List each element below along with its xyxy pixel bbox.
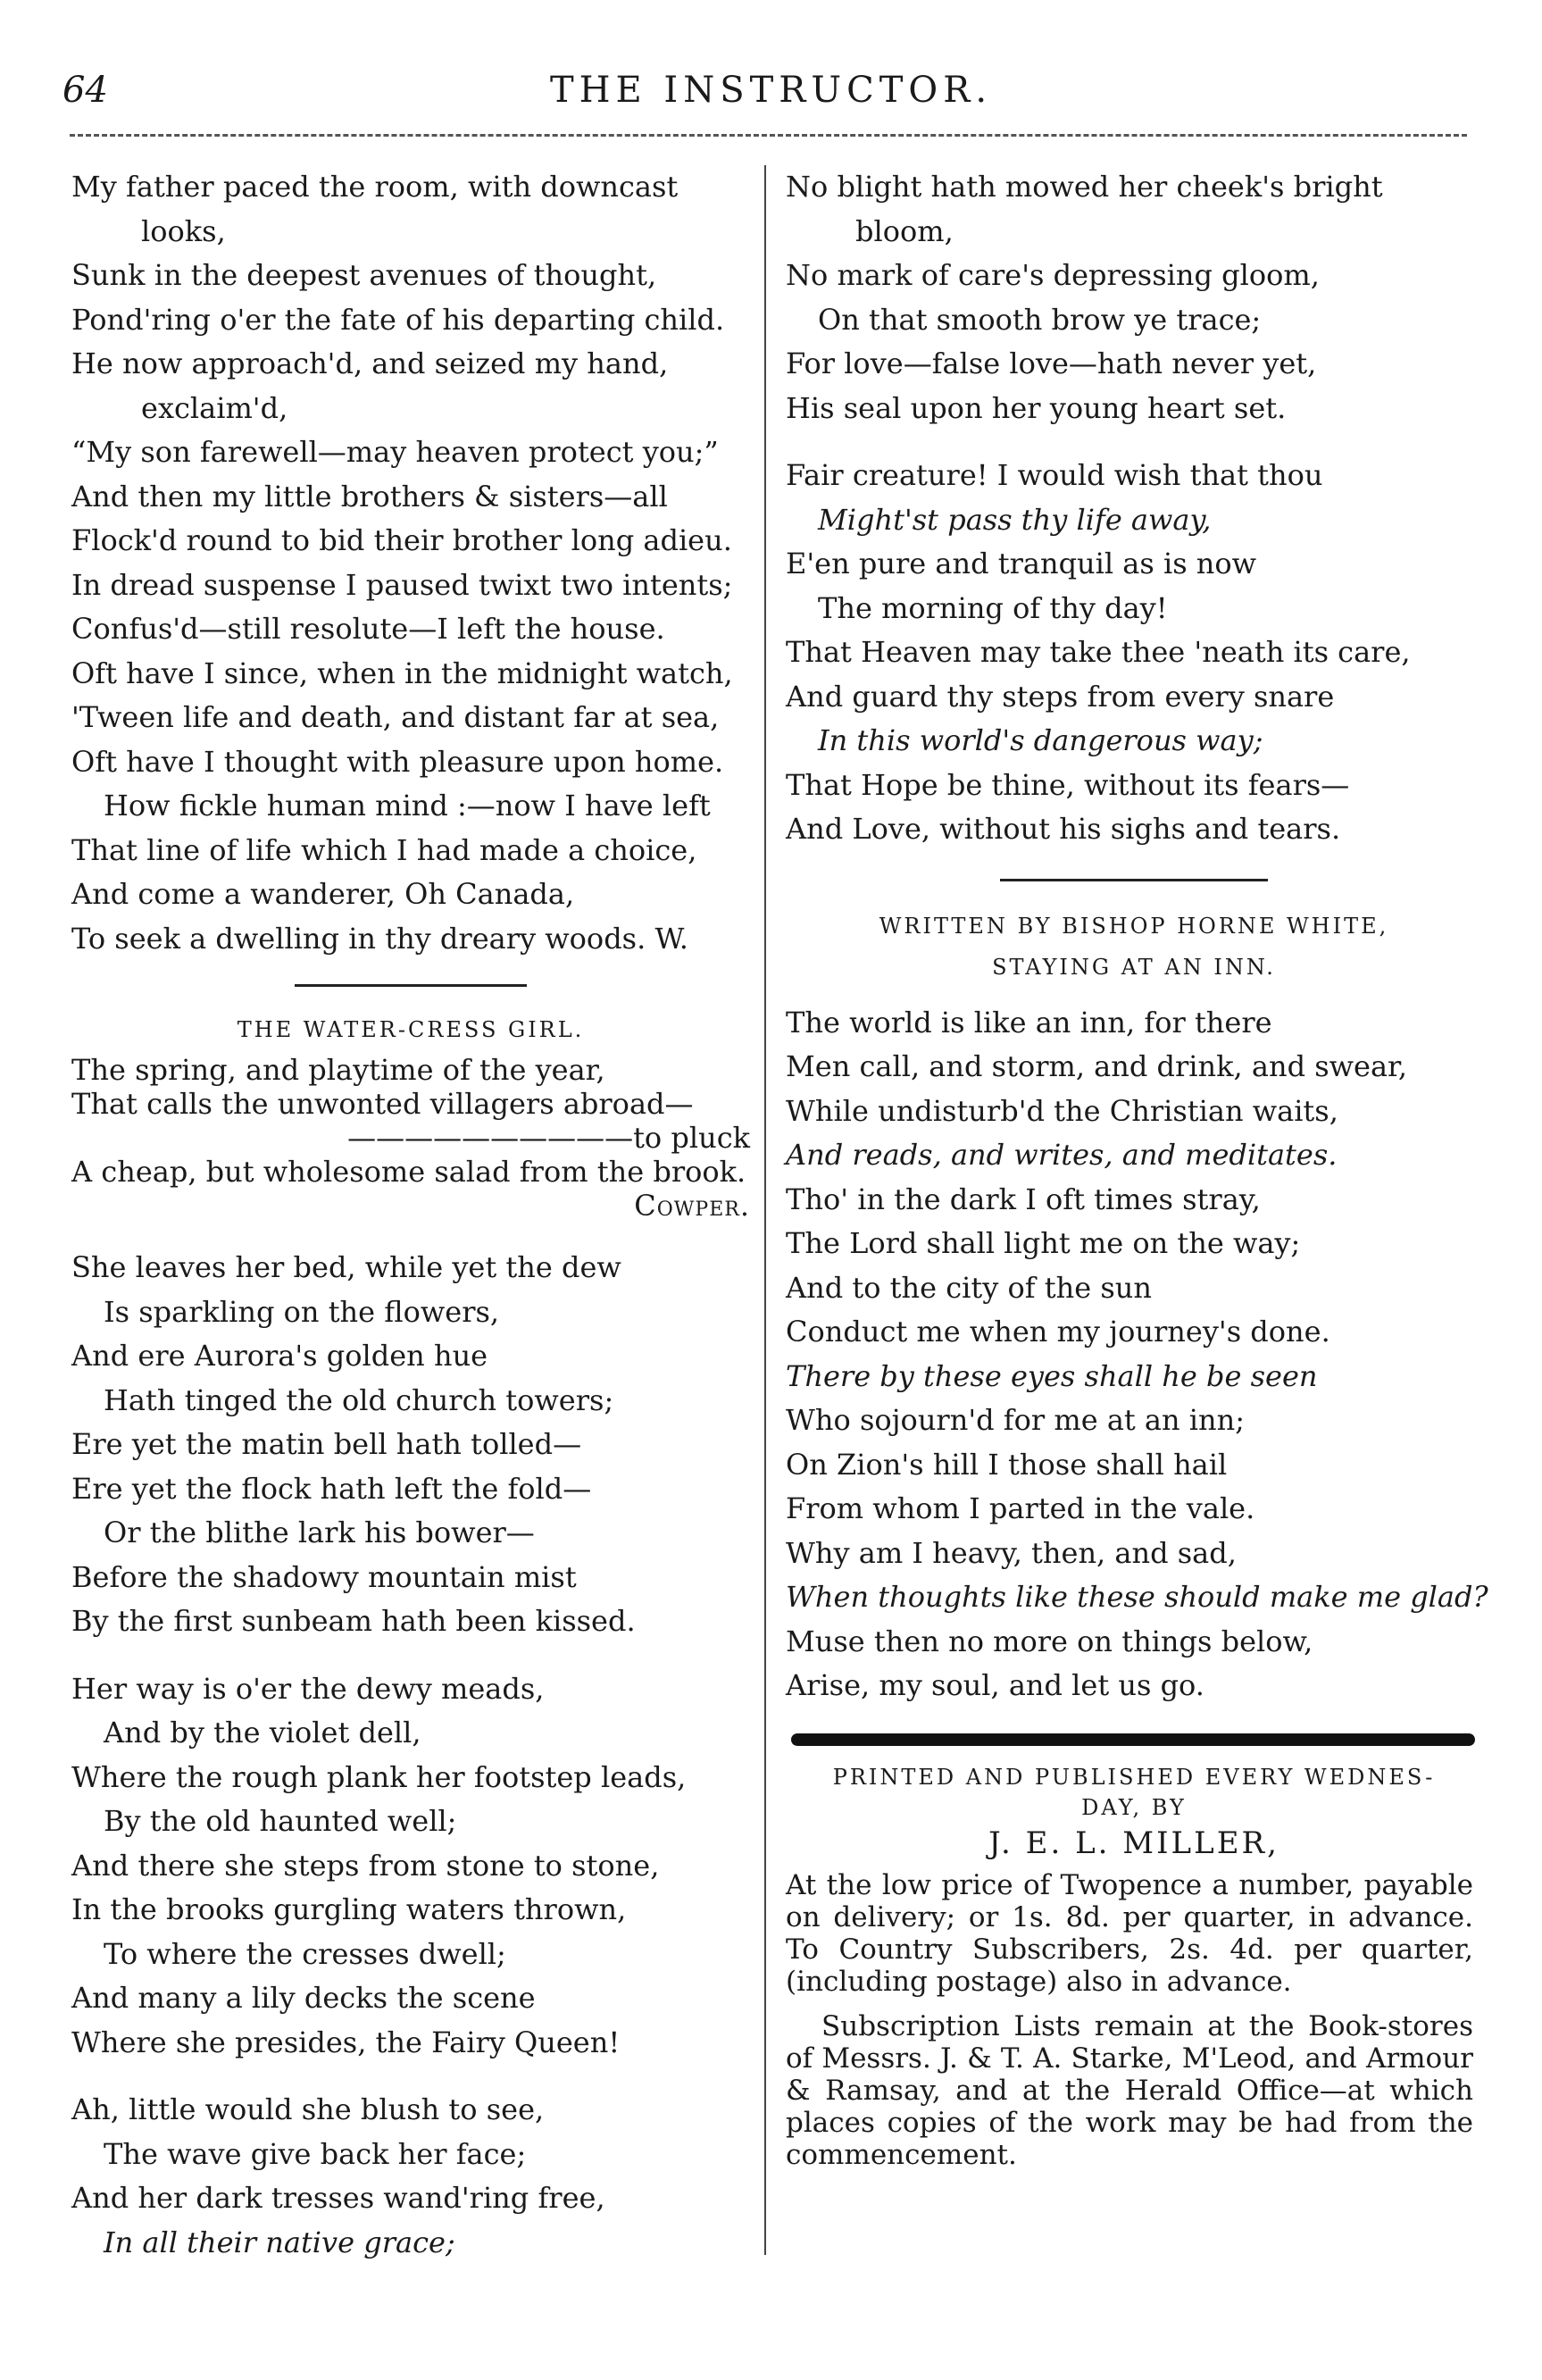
verse-line: And by the violet dell, — [104, 1716, 421, 1750]
subscription-paragraph: Subscription Lists remain at the Book-stores of Messrs. J. & T. A. Starke, M'Leod, and Armour & Ramsay, and at the Herald Office—at which places copies of the work may be had from the commencement. — [786, 2009, 1473, 2171]
verse-line: She leaves her bed, while yet the dew — [71, 1250, 621, 1284]
verse-line: The morning of thy day! — [818, 590, 1168, 625]
verse-line: The Lord shall light me on the way; — [786, 1226, 1301, 1260]
verse-line: And guard thy steps from every snare — [786, 679, 1335, 714]
imprint-rule — [791, 1733, 1475, 1746]
verse-line: Oft have I since, when in the midnight watch, — [71, 656, 733, 690]
epigraph-line: A cheap, but wholesome salad from the brook. — [71, 1155, 746, 1189]
verse-line: Or the blithe lark his bower— — [104, 1516, 535, 1549]
verse-line: exclaim'd, — [141, 390, 288, 425]
verse-line: Arise, my soul, and let us go. — [786, 1668, 1204, 1702]
epigraph-line: That calls the unwonted villagers abroad— — [71, 1087, 694, 1121]
verse-line: E'en pure and tranquil as is now — [786, 547, 1257, 580]
verse-line: And to the city of the sun — [786, 1270, 1153, 1305]
verse-line: When thoughts like these should make me glad? — [786, 1580, 1488, 1614]
verse-line: And many a lily decks the scene — [71, 1981, 536, 2015]
verse-line: From whom I parted in the vale. — [786, 1491, 1255, 1525]
stanza-gap — [71, 1223, 750, 1246]
verse-line: And her dark tresses wand'ring free, — [71, 2181, 605, 2215]
verse-line: He now approach'd, and seized my hand, — [71, 347, 669, 380]
imprint — [786, 1762, 1482, 2171]
verse-line: And reads, and writes, and meditates. — [786, 1138, 1338, 1172]
verse-line: Flock'd round to bid their brother long adieu. — [71, 523, 732, 557]
verse-line: Hath tinged the old church towers; — [104, 1382, 614, 1417]
poem — [786, 1001, 1488, 1708]
poem-title: WRITTEN BY BISHOP HORNE WHITE, — [879, 913, 1389, 939]
verse-line: By the old haunted well; — [104, 1804, 457, 1838]
price-paragraph: At the low price of Twopence a number, payable on delivery; or 1s. 8d. per quarter, in advance. To Country Subscribers, 2s. 4d. per quarter, (including postage) also in advance. — [786, 1868, 1473, 1998]
poem-title: THE WATER-CRESS GIRL. — [237, 1017, 585, 1042]
epigraph — [71, 1053, 750, 1223]
verse-line: Where she presides, the Fairy Queen! — [71, 2025, 621, 2059]
verse-line: The wave give back her face; — [104, 2136, 527, 2171]
epigraph-attribution: Cowper. — [634, 1189, 750, 1223]
verse-line: There by these eyes shall he be seen — [786, 1358, 1318, 1393]
verse-line: That Heaven may take thee 'neath its care, — [786, 635, 1411, 669]
right-column — [786, 165, 1488, 2171]
verse-line: His seal upon her young heart set. — [786, 390, 1287, 425]
verse-line: And then my little brothers & sisters—all — [71, 479, 668, 514]
verse-line: Her way is o'er the dewy meads, — [71, 1671, 545, 1706]
running-title: THE INSTRUCTOR. — [549, 70, 993, 111]
verse-line: And Love, without his sighs and tears. — [786, 812, 1341, 846]
verse-line: Fair creature! I would wish that thou — [786, 458, 1323, 492]
verse-line: Who sojourn'd for me at an inn; — [786, 1403, 1246, 1437]
header-rule — [70, 134, 1467, 137]
verse-line: bloom, — [855, 213, 954, 248]
publisher-name: J. E. L. MILLER, — [988, 1825, 1279, 1861]
section-rule — [295, 984, 527, 987]
epigraph-line: The spring, and playtime of the year, — [71, 1053, 605, 1087]
imprint-heading: DAY, BY — [1081, 1794, 1187, 1820]
verse-line: To seek a dwelling in thy dreary woods. W. — [71, 921, 688, 956]
verse-line: Why am I heavy, then, and sad, — [786, 1535, 1237, 1570]
verse-line: Sunk in the deepest avenues of thought, — [71, 258, 657, 292]
column-divider — [764, 165, 766, 2255]
verse-line: Oft have I thought with pleasure upon home. — [71, 744, 724, 779]
verse-line: looks, — [141, 213, 226, 248]
verse-line: That line of life which I had made a choice, — [71, 832, 697, 867]
stanza-gap — [71, 1644, 750, 1667]
verse-line: 'Tween life and death, and distant far at sea, — [71, 700, 720, 734]
verse-line: For love—false love—hath never yet, — [786, 347, 1317, 380]
poem-subtitle: STAYING AT AN INN. — [992, 954, 1276, 980]
verse-line: Muse then no more on things below, — [786, 1624, 1313, 1658]
verse-line: Pond'ring o'er the fate of his departing child. — [71, 302, 725, 337]
verse-line: No blight hath mowed her cheek's bright — [786, 170, 1383, 204]
verse-line: In this world's dangerous way; — [818, 723, 1263, 757]
verse-line: Ere yet the flock hath left the fold— — [71, 1471, 592, 1506]
stanza — [786, 165, 1482, 430]
verse-line: Where the rough plank her footstep leads, — [71, 1759, 687, 1794]
verse-line: In dread suspense I paused twixt two intents; — [71, 567, 733, 602]
verse-line: By the first sunbeam hath been kissed. — [71, 1604, 636, 1638]
stanza-gap — [71, 2065, 750, 2088]
verse-line: Is sparkling on the flowers, — [104, 1294, 500, 1329]
verse-line: No mark of care's depressing gloom, — [786, 258, 1320, 292]
verse-line: Conduct me when my journey's done. — [786, 1315, 1330, 1349]
left-column — [71, 165, 750, 2265]
verse-line: And ere Aurora's golden hue — [71, 1339, 488, 1373]
stanza-gap — [786, 430, 1482, 454]
verse-line: On that smooth brow ye trace; — [818, 302, 1262, 337]
verse-line: Before the shadowy mountain mist — [71, 1559, 577, 1594]
section-rule — [1000, 879, 1268, 881]
verse-line: Tho' in the dark I oft times stray, — [786, 1182, 1261, 1216]
stanza — [71, 2088, 750, 2265]
verse-line: “My son farewell—may heaven protect you;” — [71, 435, 719, 469]
verse-line: And there she steps from stone to stone, — [71, 1848, 660, 1883]
epigraph-line: ——————————to pluck — [347, 1121, 750, 1155]
verse-line: Men call, and storm, and drink, and swear, — [786, 1049, 1407, 1083]
verse-line: And come a wanderer, Oh Canada, — [71, 877, 575, 911]
page-number: 64 — [63, 70, 108, 111]
poem-continued — [71, 165, 750, 961]
imprint-heading: PRINTED AND PUBLISHED EVERY WEDNES- — [832, 1764, 1436, 1790]
verse-line: To where the cresses dwell; — [104, 1936, 506, 1971]
verse-line: Ere yet the matin bell hath tolled— — [71, 1427, 582, 1461]
verse-line: On Zion's hill I those shall hail — [786, 1447, 1228, 1482]
verse-line: That Hope be thine, without its fears— — [786, 767, 1350, 802]
stanza — [71, 1667, 750, 2066]
verse-line: My father paced the room, with downcast — [71, 170, 679, 204]
verse-line: How fickle human mind :—now I have left — [104, 789, 711, 823]
verse-line: In the brooks gurgling waters thrown, — [71, 1892, 627, 1926]
stanza — [71, 1246, 750, 1644]
stanza — [786, 454, 1482, 852]
verse-line: Might'st pass thy life away, — [818, 502, 1212, 537]
verse-line: Confus'd—still resolute—I left the house. — [71, 612, 665, 646]
verse-line: In all their native grace; — [104, 2225, 455, 2259]
verse-line: While undisturb'd the Christian waits, — [786, 1093, 1338, 1128]
verse-line: Ah, little would she blush to see, — [71, 2092, 545, 2126]
verse-line: The world is like an inn, for there — [786, 1005, 1272, 1040]
